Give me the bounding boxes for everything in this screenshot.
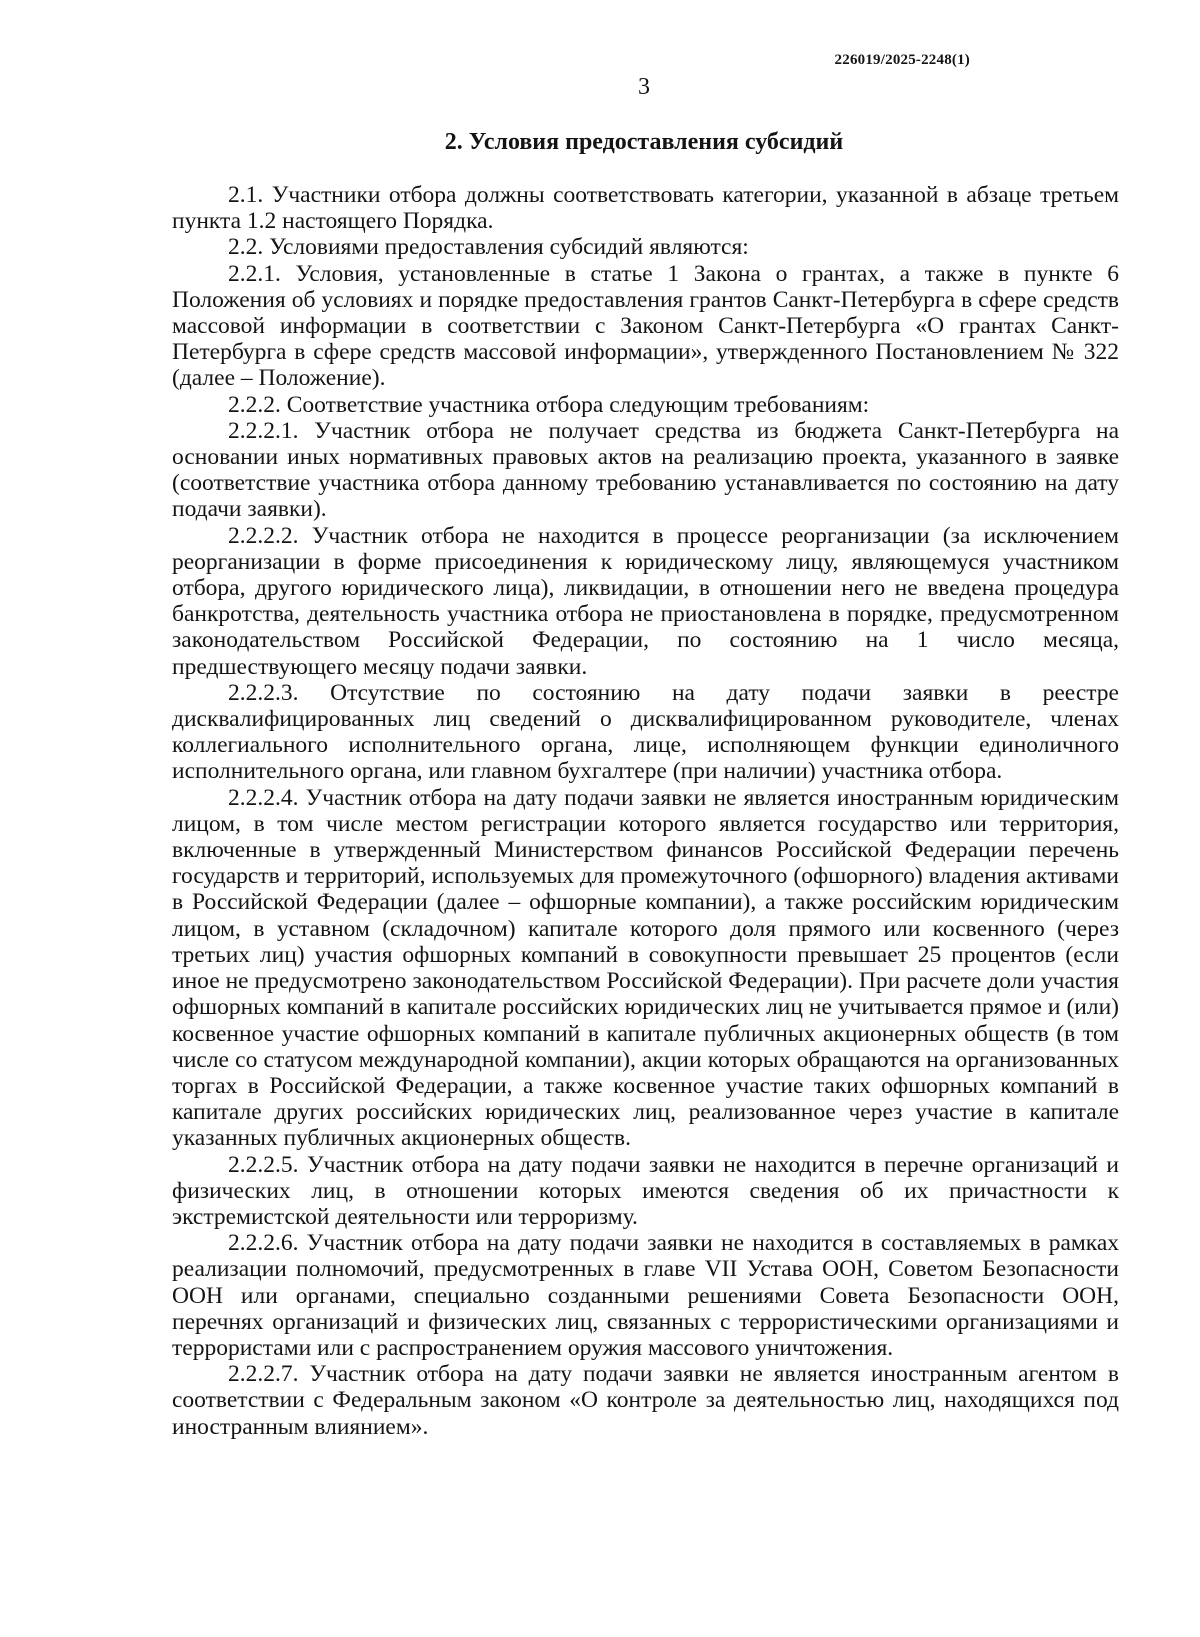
paragraph-2-2-2-4: 2.2.2.4. Участник отбора на дату подачи заявки не является иностранным юридическим лицом, в том числе местом регистрации которого является государство или территория, включенные в утвержденный Министерством финансов Российской Федерации перечень государств и территорий, используемых для промежуточного (офшорного) владения активами в Российской Федерации (далее – офшорные компании), а также российским юридическим лицом, в уставном (складочном) капитале которого доля прямого или косвенного (через третьих лиц) участия офшорных компаний в совокупности превышает 25 процентов (если иное не предусмотрено законодательством Российской Федерации). При расчете доли участия офшорных компаний в капитале российских юридических лиц не учитывается прямое и (или) косвенное участие офшорных компаний в капитале публичных акционерных обществ (в том числе со статусом международной компании), акции которых обращаются на организованных торгах в Российской Федерации, а также косвенное участие таких офшорных компаний в капитале других российских юридических лиц, реализованное через участие в капитале указанных публичных акционерных обществ.	[172, 784, 1119, 1152]
paragraph-2-2-2-2: 2.2.2.2. Участник отбора не находится в процессе реорганизации (за исключением реорганизации в форме присоединения к юридическому лицу, являющемуся участником отбора, другого юридического лица), ликвидации, в отношении него не введена процедура банкротства, деятельность участника отбора не приостановлена в порядке, предусмотренном законодательством Российской Федерации, по состоянию на 1 число месяца, предшествующего месяцу подачи заявки.	[172, 522, 1119, 680]
paragraph-2-2-2-3: 2.2.2.3. Отсутствие по состоянию на дату подачи заявки в реестре дисквалифицированных лиц сведений о дисквалифицированном руководителе, членах коллегиального исполнительного органа, лице, исполняющем функции единоличного исполнительного органа, или главном бухгалтере (при наличии) участника отбора.	[172, 679, 1119, 785]
document-body	[172, 182, 1119, 1440]
document-registration-number: 226019/2025-2248(1)	[834, 52, 970, 68]
section-title: 2. Условия предоставления субсидий	[444, 129, 844, 155]
paragraph-2-2-2-6: 2.2.2.6. Участник отбора на дату подачи заявки не находится в составляемых в рамках реализации полномочий, предусмотренных в главе VII Устава ООН, Советом Безопасности ООН или органами, специально созданными решениями Совета Безопасности ООН, перечнях организаций и физических лиц, связанных с террористическими организациями и террористами или с распространением оружия массового уничтожения.	[172, 1230, 1119, 1361]
page-number: 3	[638, 74, 650, 100]
paragraph-2-2-2: 2.2.2. Соответствие участника отбора следующим требованиям:	[228, 391, 870, 418]
paragraph-2-2-2-1: 2.2.2.1. Участник отбора не получает средства из бюджета Санкт-Петербурга на основании иных нормативных правовых актов на реализацию проекта, указанного в заявке (соответствие участника отбора данному требованию устанавливается по состоянию на дату подачи заявки).	[172, 417, 1119, 523]
paragraph-2-2-2-7: 2.2.2.7. Участник отбора на дату подачи заявки не является иностранным агентом в соответствии с Федеральным законом «О контроле за деятельностью лиц, находящихся под иностранным влиянием».	[172, 1361, 1119, 1440]
paragraph-2-2-1: 2.2.1. Условия, установленные в статье 1 Закона о грантах, а также в пункте 6 Положения об условиях и порядке предоставления грантов Санкт-Петербурга в сфере средств массовой информации в соответствии с Законом Санкт-Петербурга «О грантах Санкт-Петербурга в сфере средств массовой информации», утвержденного Постановлением № 322 (далее – Положение).	[172, 260, 1119, 392]
paragraph-2-1: 2.1. Участники отбора должны соответствовать категории, указанной в абзаце третьем пункта 1.2 настоящего Порядка.	[172, 182, 1119, 235]
paragraph-2-2: 2.2. Условиями предоставления субсидий являются:	[228, 234, 749, 261]
paragraph-2-2-2-5: 2.2.2.5. Участник отбора на дату подачи заявки не находится в перечне организаций и физических лиц, в отношении которых имеются сведения об их причастности к экстремистской деятельности или терроризму.	[172, 1151, 1119, 1230]
